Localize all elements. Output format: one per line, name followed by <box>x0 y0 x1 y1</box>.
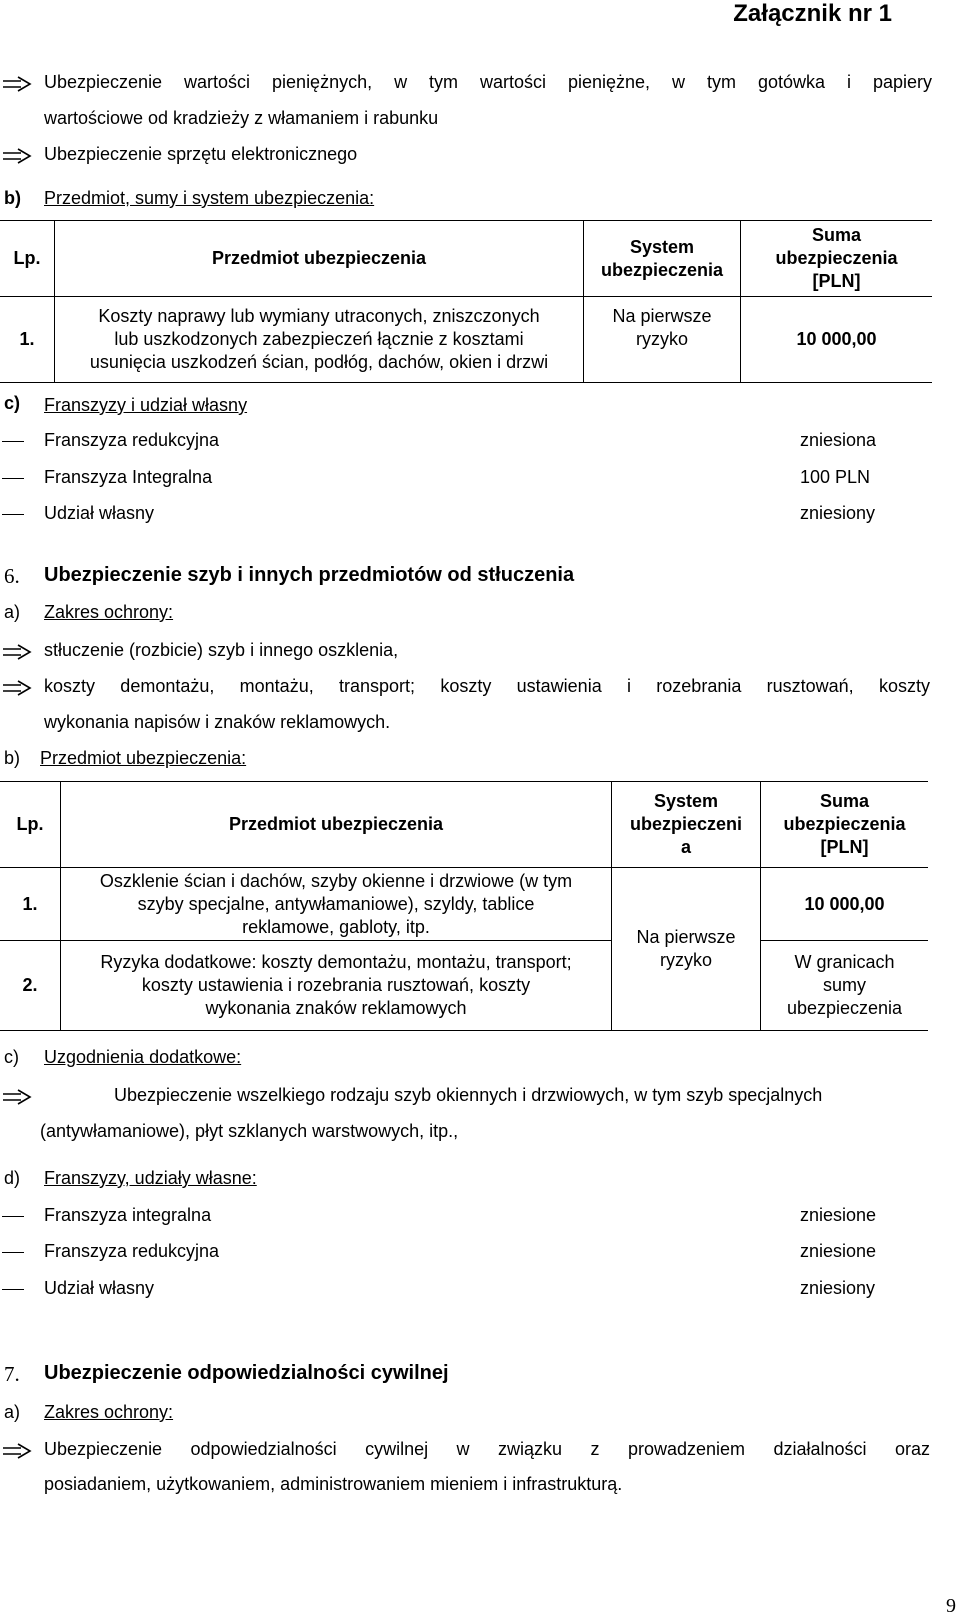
dash-icon <box>2 478 24 479</box>
table-row <box>0 297 932 383</box>
deductible-label: Franszyza integralna <box>44 1205 212 1225</box>
header-lp: Lp. <box>0 221 55 297</box>
deductible-value: zniesiona <box>800 430 877 450</box>
row-subject: Koszty naprawy lub wymiany utraconych, zniszczonych lub uszkodzonych zabezpieczeń łącznie z kosztami usunięcia uszkodzeń ścian, podłóg, dachów, okien i drzwi <box>55 297 584 383</box>
row-subject: Oszklenie ścian i dachów, szyby okienne i drzwiowe (w tym szyby specjalne, antywłamaniowe), szyldy, tablice reklamowe, gabloty, itp. <box>61 868 612 941</box>
sec7-a-heading: Zakres ochrony: <box>44 1402 174 1422</box>
sec6-d-marker: d) <box>4 1168 21 1188</box>
header-system: System ubezpieczeni a <box>612 782 761 868</box>
sec7-a-marker: a) <box>4 1402 21 1422</box>
dash-icon <box>2 441 24 442</box>
sec6-bullet2-line2: wykonania napisów i znaków reklamowych. <box>44 712 391 732</box>
sec6-bullet2-line1: koszty demontażu, montażu, transport; koszty ustawienia i rozebrania rusztowań, koszty <box>44 676 930 696</box>
sec6-a-heading: Zakres ochrony: <box>44 602 174 622</box>
sec6-bullet1: stłuczenie (rozbicie) szyb i innego oszklenia, <box>44 640 399 660</box>
sec5-bullet2: Ubezpieczenie sprzętu elektronicznego <box>44 144 358 164</box>
deductible-value: 100 PLN <box>800 467 871 487</box>
row-lp: 1. <box>0 297 55 383</box>
sec6-title: Ubezpieczenie szyb i innych przedmiotów od stłuczenia <box>44 564 575 586</box>
sec6-b-marker: b) <box>4 748 21 768</box>
table-header-row <box>0 221 932 297</box>
double-arrow-icon <box>2 148 32 164</box>
dash-icon <box>2 1289 24 1290</box>
dash-icon <box>2 1252 24 1253</box>
header-lp: Lp. <box>0 782 61 868</box>
sec6-d-heading: Franszyzy, udziały własne: <box>44 1168 257 1188</box>
page-number: 9 <box>946 1595 956 1617</box>
row-sum: W granicach sumy ubezpieczenia <box>761 941 929 1031</box>
double-arrow-icon <box>2 680 32 696</box>
double-arrow-icon <box>2 1443 32 1459</box>
deductible-label: Udział własny <box>44 1278 155 1298</box>
dash-icon <box>2 514 24 515</box>
header-sum: Suma ubezpieczenia [PLN] <box>761 782 929 868</box>
sec6-c-heading: Uzgodnienia dodatkowe: <box>44 1047 242 1067</box>
sec5-b-marker: b) <box>4 188 21 208</box>
deductible-label: Udział własny <box>44 503 155 523</box>
header-system: System ubezpieczenia <box>584 221 741 297</box>
deductible-value: zniesiony <box>800 1278 876 1298</box>
deductible-label: Franszyza Integralna <box>44 467 213 487</box>
sec7-bullet1-line2: posiadaniem, użytkowaniem, administrowaniem mieniem i infrastrukturą. <box>44 1474 623 1494</box>
sec5-c-heading: Franszyzy i udział własny <box>44 395 248 415</box>
sec7-title: Ubezpieczenie odpowiedzialności cywilnej <box>44 1362 449 1384</box>
table-header-row <box>0 782 928 868</box>
dash-icon <box>2 1216 24 1217</box>
double-arrow-icon <box>2 1089 32 1105</box>
sec7-number: 7. <box>4 1362 20 1386</box>
sec6-c-line1: Ubezpieczenie wszelkiego rodzaju szyb okiennych i drzwiowych, w tym szyb specjalnych <box>114 1085 823 1105</box>
deductible-value: zniesiony <box>800 503 876 523</box>
sec5-coverage-table <box>0 220 932 383</box>
row-system: Na pierwsze ryzyko <box>612 868 761 1031</box>
sec5-b-heading: Przedmiot, sumy i system ubezpieczenia: <box>44 188 375 208</box>
sec7-bullet1-line1: Ubezpieczenie odpowiedzialności cywilnej w związku z prowadzeniem działalności oraz <box>44 1439 930 1459</box>
table-row <box>0 941 928 1031</box>
header-subject: Przedmiot ubezpieczenia <box>61 782 612 868</box>
sec6-a-marker: a) <box>4 602 21 622</box>
row-sum: 10 000,00 <box>761 868 929 941</box>
annex-title: Załącznik nr 1 <box>733 0 892 27</box>
sec6-number: 6. <box>4 564 20 588</box>
double-arrow-icon <box>2 644 32 660</box>
table-row <box>0 868 928 941</box>
deductible-label: Franszyza redukcyjna <box>44 430 220 450</box>
sec5-c-marker: c) <box>4 393 21 413</box>
sec5-bullet1-line2: wartościowe od kradzieży z włamaniem i rabunku <box>44 108 439 128</box>
double-arrow-icon <box>2 76 32 92</box>
header-subject: Przedmiot ubezpieczenia <box>55 221 584 297</box>
sec6-c-marker: c) <box>4 1047 19 1067</box>
deductible-label: Franszyza redukcyjna <box>44 1241 220 1261</box>
sec6-coverage-table <box>0 781 928 1031</box>
sec6-c-line2: (antywłamaniowe), płyt szklanych warstwowych, itp., <box>40 1121 459 1141</box>
row-subject: Ryzyka dodatkowe: koszty demontażu, montażu, transport; koszty ustawienia i rozebrania rusztowań, koszty wykonania znaków reklamowych <box>61 941 612 1031</box>
row-lp: 1. <box>0 868 61 941</box>
sec5-bullet1-line1: Ubezpieczenie wartości pieniężnych, w tym wartości pieniężne, w tym gotówka i papiery <box>44 72 932 92</box>
row-system: Na pierwsze ryzyko <box>584 297 741 383</box>
header-sum: Suma ubezpieczenia [PLN] <box>741 221 933 297</box>
row-lp: 2. <box>0 941 61 1031</box>
sec6-b-heading: Przedmiot ubezpieczenia: <box>40 748 247 768</box>
deductible-value: zniesione <box>800 1205 877 1225</box>
deductible-value: zniesione <box>800 1241 877 1261</box>
row-sum: 10 000,00 <box>741 297 933 383</box>
